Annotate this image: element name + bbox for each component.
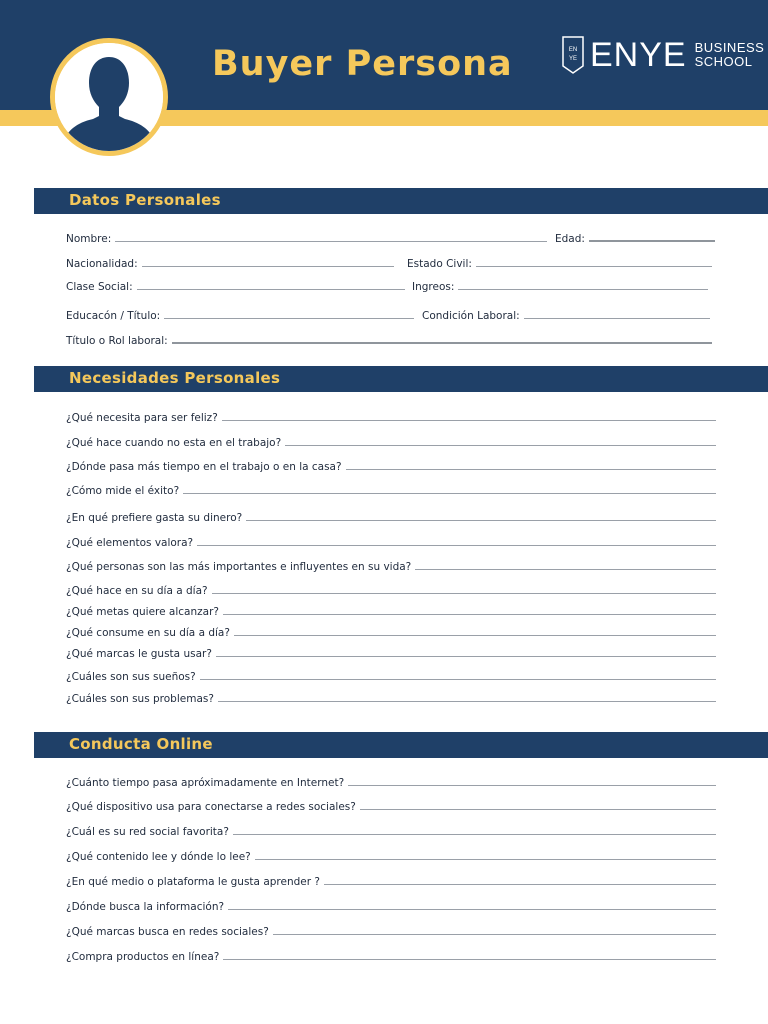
question-row <box>66 947 716 963</box>
ingreos-field[interactable] <box>458 289 708 290</box>
answer-line[interactable] <box>223 959 716 960</box>
question-row <box>66 433 716 449</box>
question-row <box>66 644 716 660</box>
answer-line[interactable] <box>285 445 716 446</box>
question-row <box>66 602 716 618</box>
question-label: ¿Qué hace cuando no esta en el trabajo? <box>66 437 282 449</box>
question-row <box>66 897 716 913</box>
question-label: ¿Qué consume en su día a día? <box>66 627 230 639</box>
field-row-condicion <box>422 306 710 322</box>
enye-shield-icon <box>562 36 584 74</box>
question-label: ¿Qué contenido lee y dónde lo lee? <box>66 851 251 863</box>
nacionalidad-field[interactable] <box>142 266 394 267</box>
question-label: ¿Cuáles son sus problemas? <box>66 693 214 705</box>
question-label: ¿Cómo mide el éxito? <box>66 485 180 497</box>
clase-social-label: Clase Social: <box>66 281 133 293</box>
section-conducta-online <box>34 732 768 758</box>
question-row <box>66 689 716 705</box>
estado-civil-label: Estado Civil: <box>407 258 472 270</box>
clase-social-field[interactable] <box>137 289 405 290</box>
section-datos-personales <box>34 188 768 214</box>
field-row-nombre <box>66 229 547 245</box>
nombre-label: Nombre: <box>66 233 112 245</box>
question-label: ¿Cuánto tiempo pasa apróximadamente en Internet? <box>66 777 345 789</box>
question-label: ¿Cuál es su red social favorita? <box>66 826 229 838</box>
ingreos-label: Ingreos: <box>412 281 455 293</box>
educacion-field[interactable] <box>164 318 414 319</box>
field-row-educacion <box>66 306 414 322</box>
question-row <box>66 457 716 473</box>
question-label: ¿Qué hace en su día a día? <box>66 585 208 597</box>
field-row-clase-social <box>66 277 405 293</box>
condicion-field[interactable] <box>524 318 710 319</box>
question-row <box>66 623 716 639</box>
question-label: ¿En qué prefiere gasta su dinero? <box>66 512 243 524</box>
answer-line[interactable] <box>246 520 716 521</box>
answer-line[interactable] <box>234 635 716 636</box>
page-title: Buyer Persona <box>212 44 513 84</box>
question-label: ¿Dónde pasa más tiempo en el trabajo o en la casa? <box>66 461 342 473</box>
person-silhouette-icon <box>55 43 163 151</box>
edad-field[interactable] <box>589 240 715 242</box>
titulo-rol-label: Título o Rol laboral: <box>66 335 168 347</box>
answer-line[interactable] <box>324 884 716 885</box>
logo-wordmark: ENYE <box>590 36 687 74</box>
answer-line[interactable] <box>200 679 716 680</box>
svg-text:EN: EN <box>568 47 578 53</box>
answer-line[interactable] <box>183 493 716 494</box>
question-label: ¿Dónde busca la información? <box>66 901 225 913</box>
answer-line[interactable] <box>348 785 716 786</box>
logo-line-business: BUSINESS <box>694 40 765 55</box>
field-row-titulo-rol <box>66 331 712 347</box>
answer-line[interactable] <box>212 593 716 594</box>
titulo-rol-field[interactable] <box>172 342 712 344</box>
edad-label: Edad: <box>555 233 585 245</box>
question-label: ¿Cuáles son sus sueños? <box>66 671 196 683</box>
answer-line[interactable] <box>197 545 716 546</box>
section-title: Conducta Online <box>69 735 213 753</box>
answer-line[interactable] <box>222 420 716 421</box>
estado-civil-field[interactable] <box>476 266 712 267</box>
avatar <box>50 38 168 156</box>
nacionalidad-label: Nacionalidad: <box>66 258 138 270</box>
question-row <box>66 533 716 549</box>
question-row <box>66 408 716 424</box>
answer-line[interactable] <box>360 809 716 810</box>
answer-line[interactable] <box>216 656 716 657</box>
field-row-estado-civil <box>407 254 712 270</box>
answer-line[interactable] <box>415 569 716 570</box>
answer-line[interactable] <box>273 934 716 935</box>
question-row <box>66 773 716 789</box>
question-row <box>66 797 716 813</box>
question-label: ¿Qué elementos valora? <box>66 537 194 549</box>
question-label: ¿Qué necesita para ser feliz? <box>66 412 218 424</box>
section-title: Necesidades Personales <box>69 369 281 387</box>
question-label: ¿Qué marcas le gusta usar? <box>66 648 212 660</box>
question-row <box>66 481 716 497</box>
question-label: ¿Qué dispositivo usa para conectarse a redes sociales? <box>66 801 356 813</box>
answer-line[interactable] <box>218 701 716 702</box>
nombre-field[interactable] <box>115 241 547 242</box>
logo-line-school: SCHOOL <box>694 54 753 69</box>
question-row <box>66 922 716 938</box>
question-row <box>66 508 716 524</box>
question-row <box>66 822 716 838</box>
question-label: ¿Qué personas son las más importantes e influyentes en su vida? <box>66 561 412 573</box>
logo-subtitle <box>695 41 765 69</box>
field-row-edad <box>555 229 715 245</box>
svg-text:YE: YE <box>568 56 578 62</box>
field-row-ingreos <box>412 277 708 293</box>
question-row <box>66 557 716 573</box>
question-label: ¿Qué metas quiere alcanzar? <box>66 606 219 618</box>
question-row <box>66 667 716 683</box>
answer-line[interactable] <box>346 469 716 470</box>
section-title: Datos Personales <box>69 191 221 209</box>
answer-line[interactable] <box>223 614 716 615</box>
enye-logo <box>562 36 764 74</box>
field-row-nacionalidad <box>66 254 394 270</box>
question-label: ¿Compra productos en línea? <box>66 951 220 963</box>
answer-line[interactable] <box>255 859 716 860</box>
section-necesidades-personales <box>34 366 768 392</box>
question-row <box>66 847 716 863</box>
question-label: ¿Qué marcas busca en redes sociales? <box>66 926 269 938</box>
educacion-label: Educacón / Título: <box>66 310 161 322</box>
answer-line[interactable] <box>228 909 716 910</box>
condicion-label: Condición Laboral: <box>422 310 520 322</box>
answer-line[interactable] <box>233 834 716 835</box>
question-row <box>66 581 716 597</box>
question-label: ¿En qué medio o plataforma le gusta aprender ? <box>66 876 320 888</box>
question-row <box>66 872 716 888</box>
